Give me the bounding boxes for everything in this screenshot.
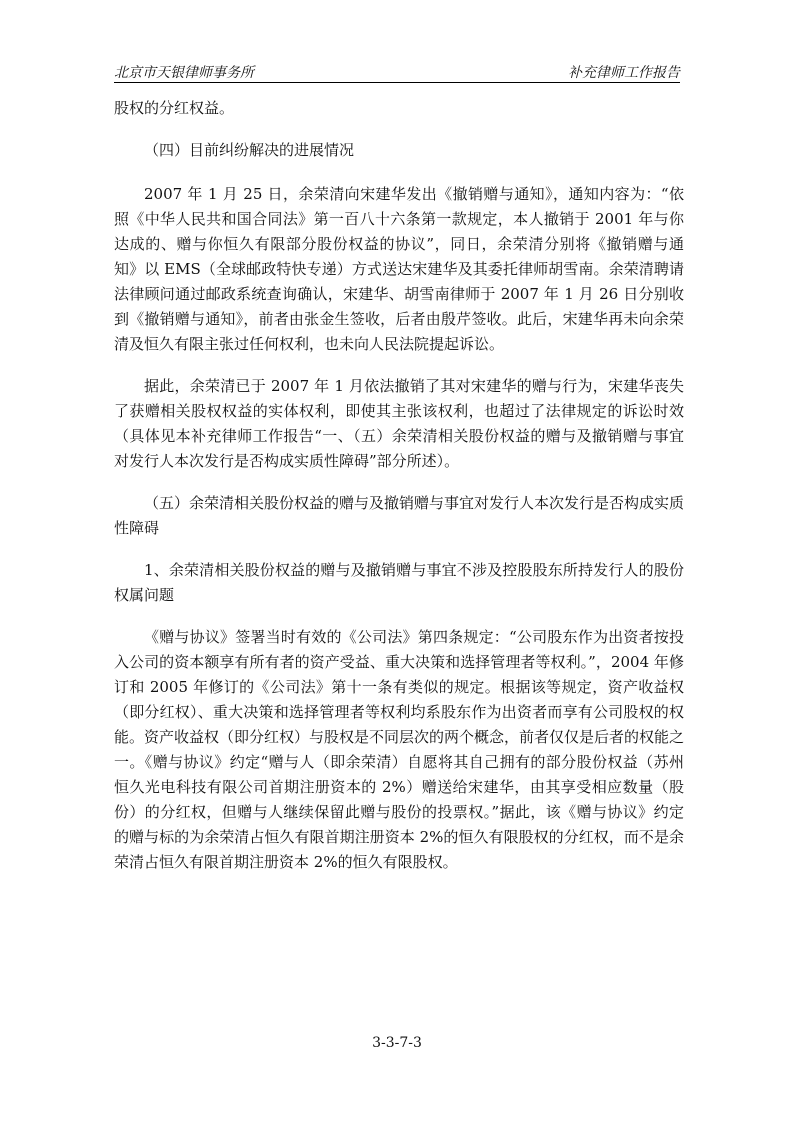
paragraph-revocation-notice: 2007 年 1 月 25 日，余荣清向宋建华发出《撤销赠与通知》，通知内容为：“依照《中华人民共和国合同法》第一百八十六条第一款规定，本人撤销于 2001 年与你达成的、赠与你恒久有限部分股份权益的协议”，同日，余荣清分别将《撤销赠与通知》以 EMS（全球邮政特快专递）方式送达宋建华及其委托律师胡雪南。余荣清聘请法律顾问通过邮政系统查询确认，宋建华、胡雪南律师于 2007 年 1 月 26 日分别收到《撤销赠与通知》，前者由张金生签收，后者由殷芹签收。此后，宋建华再未向余荣清及恒久有限主张过任何权利，也未向人民法院提起诉讼。	[114, 185, 684, 353]
subsection-heading-1: 1、余荣清相关股份权益的赠与及撤销赠与事宜不涉及控股股东所持发行人的股份权属问题	[114, 561, 684, 604]
page-number: 3-3-7-3	[372, 1035, 422, 1051]
paragraph-conclusion: 据此，余荣清已于 2007 年 1 月依法撤销了其对宋建华的赠与行为，宋建华丧失了获赠相关股权权益的实体权利，即使其主张该权利，也超过了法律规定的诉讼时效（具体见本补充律师工作报告“一、（五）余荣清相关股份权益的赠与及撤销赠与事宜对发行人本次发行是否构成实质性障碍”部分所述）。	[114, 377, 684, 470]
section-heading-4: （四）目前纠纷解决的进展情况	[144, 141, 355, 159]
paragraph-continuation: 股权的分红权益。	[114, 99, 235, 117]
page-header	[114, 60, 680, 83]
paragraph-company-law: 《赠与协议》签署当时有效的《公司法》第四条规定：“公司股东作为出资者按投入公司的资本额享有所有者的资产受益、重大决策和选择管理者等权利。”，2004 年修订和 2005 年修订的《公司法》第十一条有类似的规定。根据该等规定，资产收益权（即分红权）、重大决策和选择管理者等权利均系股东作为出资者而享有公司股权的权能。资产收益权（即分红权）与股权是不同层次的两个概念，前者仅仅是后者的权能之一。《赠与协议》约定“赠与人（即余荣清）自愿将其自己拥有的部分股份权益（苏州恒久光电科技有限公司首期注册资本的 2%）赠送给宋建华，由其享受相应数量（股份）的分红权，但赠与人继续保留此赠与股份的投票权。”据此，该《赠与协议》约定的赠与标的为余荣清占恒久有限首期注册资本 2%的恒久有限股权的分红权，而不是余荣清占恒久有限首期注册资本 2%的恒久有限股权。	[114, 628, 685, 871]
firm-name: 北京市天银律师事务所	[114, 65, 254, 81]
section-heading-5: （五）余荣清相关股份权益的赠与及撤销赠与事宜对发行人本次发行是否构成实质性障碍	[114, 494, 685, 537]
document-body	[114, 96, 684, 875]
report-title: 补充律师工作报告	[568, 65, 680, 81]
